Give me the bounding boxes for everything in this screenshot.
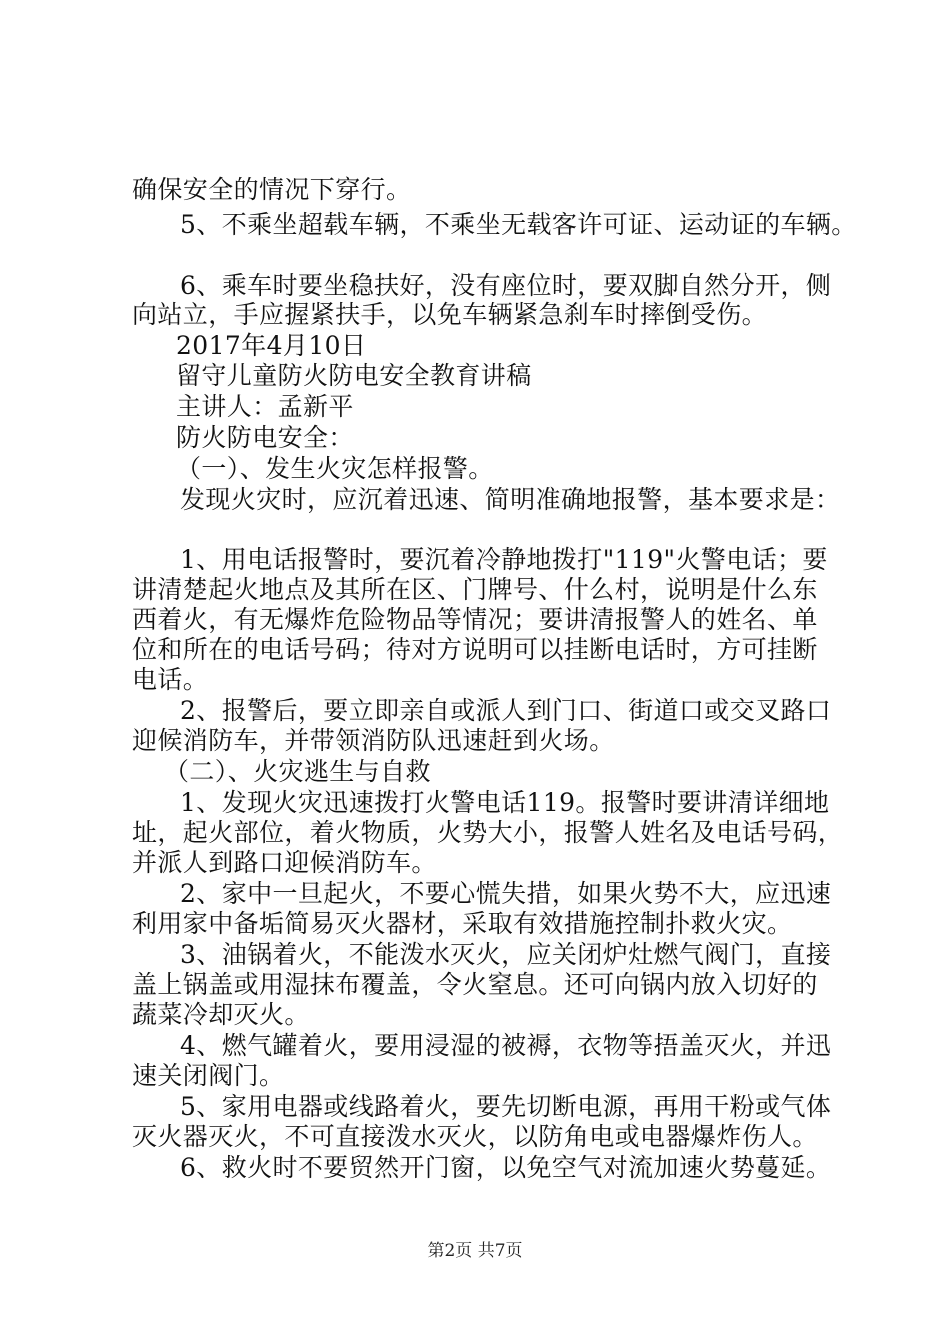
- text-line: 1、发现火灾迅速拨打火警电话119。报警时要讲清详细地: [180, 788, 830, 817]
- text-line: 速关闭阀门。: [132, 1061, 285, 1090]
- speaker-line: 主讲人：孟新平: [176, 392, 354, 421]
- subsection-heading: （一）、发生火灾怎样报警。: [176, 454, 494, 483]
- text-line: 灭火器灭火，不可直接泼水灭火，以防角电或电器爆炸伤人。: [132, 1122, 818, 1151]
- text-line: 址，起火部位，着火物质，火势大小，报警人姓名及电话号码，: [132, 818, 844, 847]
- text-line: 5、家用电器或线路着火，要先切断电源，再用干粉或气体: [180, 1092, 832, 1121]
- text-line: 向站立，手应握紧扶手，以免车辆紧急刹车时摔倒受伤。: [132, 300, 768, 329]
- text-line: 1、用电话报警时，要沉着冷静地拨打"119"火警电话；要: [180, 545, 828, 574]
- text-line: 发现火灾时，应沉着迅速、简明准确地报警，基本要求是：: [180, 485, 841, 514]
- text-line: 4、燃气罐着火，要用浸湿的被褥，衣物等捂盖灭火，并迅: [180, 1031, 832, 1060]
- text-line: 位和所在的电话号码；待对方说明可以挂断电话时，方可挂断: [132, 635, 818, 664]
- text-line: 讲清楚起火地点及其所在区、门牌号、什么村，说明是什么东: [132, 575, 818, 604]
- text-line: 2、家中一旦起火，不要心慌失措，如果火势不大，应迅速: [180, 879, 832, 908]
- text-line: 5、不乘坐超载车辆，不乘坐无载客许可证、运动证的车辆。: [180, 210, 857, 239]
- text-line: 迎候消防车，并带领消防队迅速赶到火场。: [132, 726, 615, 755]
- text-line: 蔬菜冷却灭火。: [132, 1000, 310, 1029]
- lecture-title: 留守儿童防火防电安全教育讲稿: [176, 361, 532, 390]
- text-line: 6、乘车时要坐稳扶好，没有座位时，要双脚自然分开，侧: [180, 271, 832, 300]
- text-line: 西着火，有无爆炸危险物品等情况；要讲清报警人的姓名、单: [132, 605, 818, 634]
- date-line: 2017年4月10日: [176, 331, 367, 360]
- text-line: 3、油锅着火，不能泼水灭火，应关闭炉灶燃气阀门，直接: [180, 940, 832, 969]
- page-footer: 第2页 共7页: [427, 1241, 523, 1261]
- text-line: 盖上锅盖或用湿抹布覆盖，令火窒息。还可向锅内放入切好的: [132, 970, 818, 999]
- text-line: 利用家中备垢简易灭火器材，采取有效措施控制扑救火灾。: [132, 909, 793, 938]
- document-page: [132, 0, 857, 1344]
- text-line: 2、报警后，要立即亲自或派人到门口、街道口或交叉路口: [180, 696, 832, 725]
- text-line: 并派人到路口迎候消防车。: [132, 848, 437, 877]
- text-line: 6、救火时不要贸然开门窗，以免空气对流加速火势蔓延。: [180, 1153, 832, 1182]
- text-line: 确保安全的情况下穿行。: [132, 175, 412, 204]
- section-heading: 防火防电安全：: [176, 423, 354, 452]
- text-line: 电话。: [132, 665, 209, 694]
- subsection-heading: （二）、火灾逃生与自救: [164, 757, 431, 786]
